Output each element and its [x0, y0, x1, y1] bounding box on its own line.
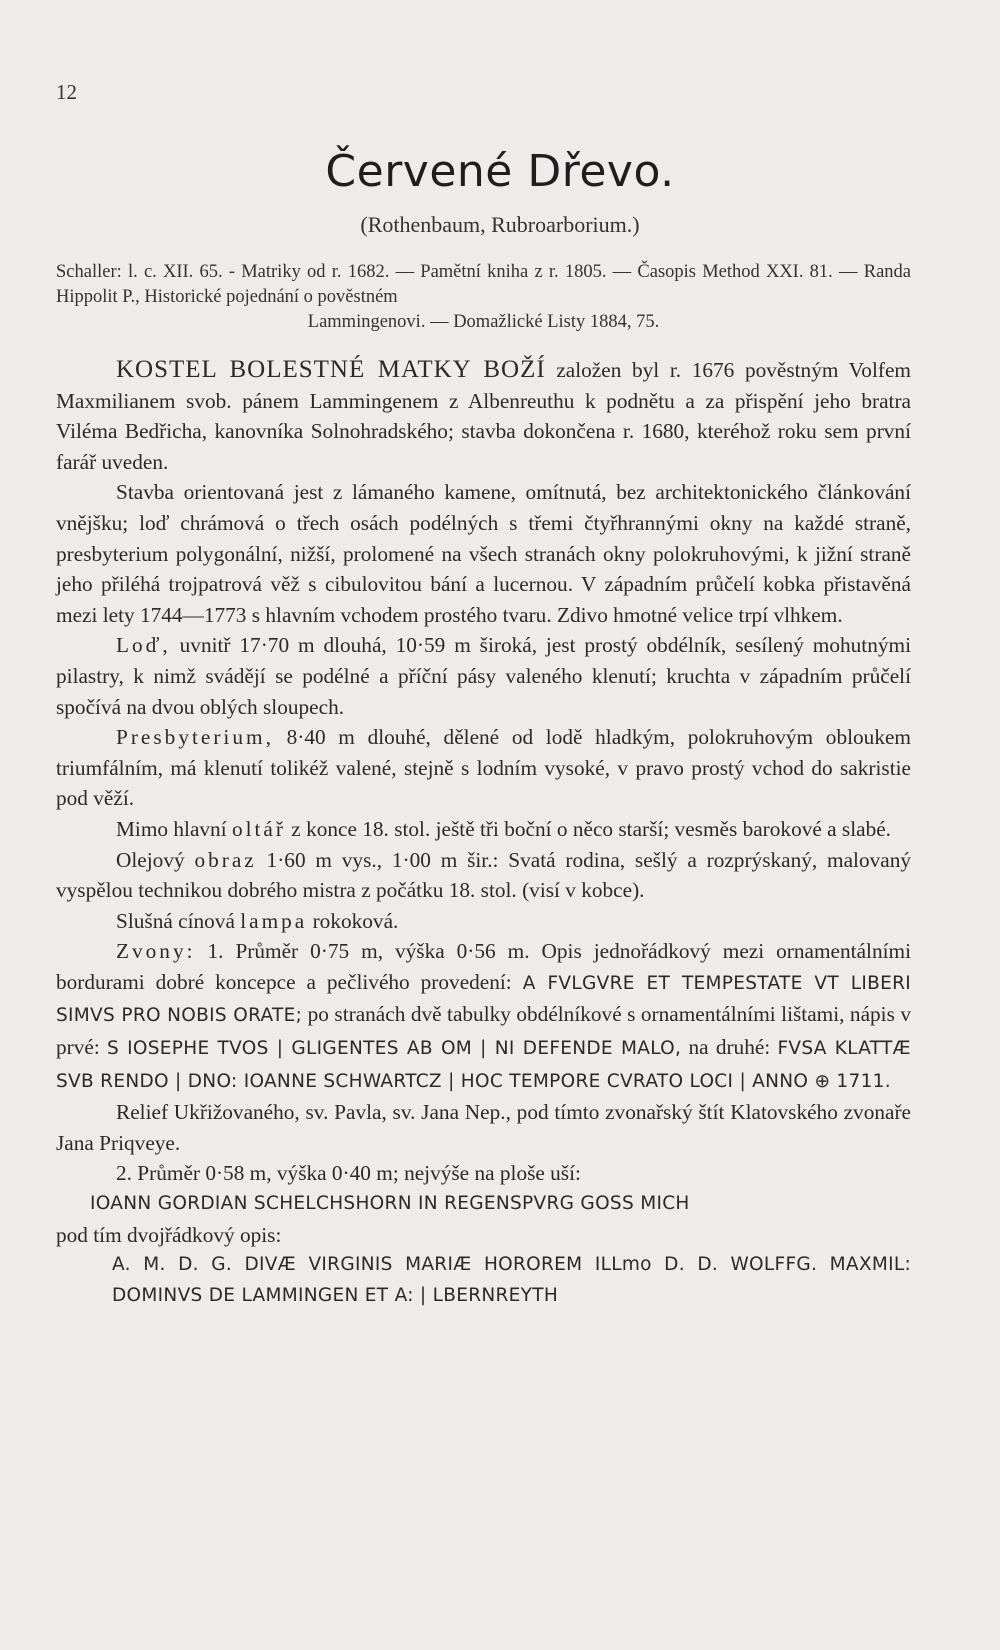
- paragraph-text: 1·60 m vys., 1·00 m šir.: Svatá rodina, sešlý a rozprýskaný, malovaný vyspělou technikou dobrého mistra z počátku 18. stol. (visí v kobce).: [56, 847, 912, 903]
- paragraph-text: 8·40 m dlouhé, dělené od lodě hladkým, polokruhovým obloukem triumfálním, má klenutí tolikéž valené, stejně s lodním vysoké, v pravo prostý vchod do sakristie pod věží.: [56, 725, 911, 811]
- sources-block: [56, 260, 911, 335]
- bell-inscription-3: FVSA KLATTÆ SVB RENDO | DNO: IOANNE SCHWARTCZ | HOC TEMPORE CVRATO LOCI | ANNO ⊕ 1711.: [56, 1038, 911, 1092]
- paragraph-text: na druhé:: [681, 1035, 778, 1060]
- lamp-heading: lampa: [240, 908, 308, 933]
- altar-heading: oltář: [231, 816, 286, 841]
- page-number: 12: [56, 80, 77, 104]
- paragraph-bell-2: 2. Průměr 0·58 m, výška 0·40 m; nejvýše na ploše uší:: [116, 1161, 581, 1186]
- paragraph-altar: [56, 814, 911, 845]
- paragraph-text: po stranách dvě tabulky obdélníkové s ornamentálními lištami, nápis v prvé:: [56, 1002, 911, 1060]
- page-title: Červené Dřevo.: [325, 146, 675, 197]
- paragraph-nave: [56, 630, 911, 722]
- paragraph-relief: Relief Ukřižovaného, sv. Pavla, sv. Jana Nep., pod tímto zvonařský štít Klatovského zvonaře Jana Priqveye.: [56, 1100, 911, 1155]
- painting-heading: obraz: [194, 847, 257, 872]
- nave-heading: Loď,: [116, 633, 171, 658]
- church-heading: KOSTEL BOLESTNÉ MATKY BOŽÍ: [116, 356, 546, 383]
- presbytery-heading: Presbyterium,: [116, 725, 274, 750]
- body-text: [56, 355, 911, 1311]
- bell-2-note: pod tím dvojřádkový opis:: [56, 1222, 282, 1247]
- paragraph-text: Olejový: [116, 847, 195, 872]
- paragraph-text: uvnitř 17·70 m dlouhá, 10·59 m široká, jest prostý obdélník, sesílený mohutnými pilastry, k nimž svádějí se podélné a příční pásy valeného klenutí; kruchta v západním průčelí spočívá na dvou oblých sloupech.: [56, 633, 911, 719]
- paragraph-bells: [56, 936, 911, 1097]
- paragraph-text: založen byl r. 1676 pověstným Volfem Maxmilianem svob. pánem Lammingenem z Albenreuthu k podnětu a za přispění jeho bratra Viléma Bedřicha, kanovníka Solnohradského; stavba dokončena r. 1680, kteréhož roku sem první farář uveden.: [56, 358, 911, 474]
- bell-2-inscription: A. M. D. G. DIVÆ VIRGINIS MARIÆ HOROREM ILLmo D. D. WOLFFG. MAXMIL: DOMINVS DE LAMMINGEN ET A: | LBERNREYTH: [112, 1254, 911, 1306]
- bell-inscription-2: S IOSEPHE TVOS | GLIGENTES AB OM | NI DEFENDE MALO,: [107, 1038, 682, 1060]
- paragraph-text: 1. Průměr 0·75 m, výška 0·56 m. Opis jednořádkový mezi ornamentálními bordurami dobré koncepce a pečlivého provedení:: [56, 939, 911, 994]
- paragraph-text: Mimo hlavní: [116, 816, 232, 841]
- sources-line-2: Lammingenovi. — Domažlické Listy 1884, 75.: [307, 312, 660, 332]
- bell-2-ear-inscription: IOANN GORDIAN SCHELCHSHORN IN REGENSPVRG GOSS MICH: [90, 1193, 690, 1215]
- paragraph-structure: Stavba orientovaná jest z lámaného kamene, omítnutá, bez architektonického článkování vnějšku; loď chrámová o třech osách podélných s třemi čtyřhrannými okny na každé straně, presbyterium polygonální, nižší, prolomené na všech stranách okny polokruhovými, k jižní straně jeho přiléhá trojpatrová věž s cibulovitou bání a lucernou. V západním průčelí kobka přistavěná mezi lety 1744—1773 s hlavním vchodem prostého tvaru. Zdivo hmotné velice trpí vlhkem.: [56, 480, 911, 627]
- paragraph-church: [56, 355, 911, 477]
- bell-inscription-1: A FVLGVRE ET TEMPESTATE VT LIBERI SIMVS PRO NOBIS ORATE;: [56, 972, 911, 1027]
- paragraph-text: Slušná cínová: [116, 908, 241, 933]
- bells-heading: Zvony:: [116, 939, 196, 964]
- paragraph-text: rokoková.: [307, 908, 399, 933]
- page-subtitle: (Rothenbaum, Rubroarborium.): [360, 212, 640, 237]
- paragraph-painting: [56, 845, 911, 906]
- sources-line-1: Schaller: l. c. XII. 65. - Matriky od r. 1682. — Pamětní kniha z r. 1805. — Časopis Method XXI. 81. — Randa Hippolit P., Historické pojednání o pověstném: [56, 262, 911, 307]
- paragraph-text: z konce 18. stol. ještě tři boční o něco starší; vesměs barokové a slabé.: [285, 816, 892, 841]
- paragraph-presbytery: [56, 722, 911, 814]
- paragraph-lamp: [56, 906, 911, 937]
